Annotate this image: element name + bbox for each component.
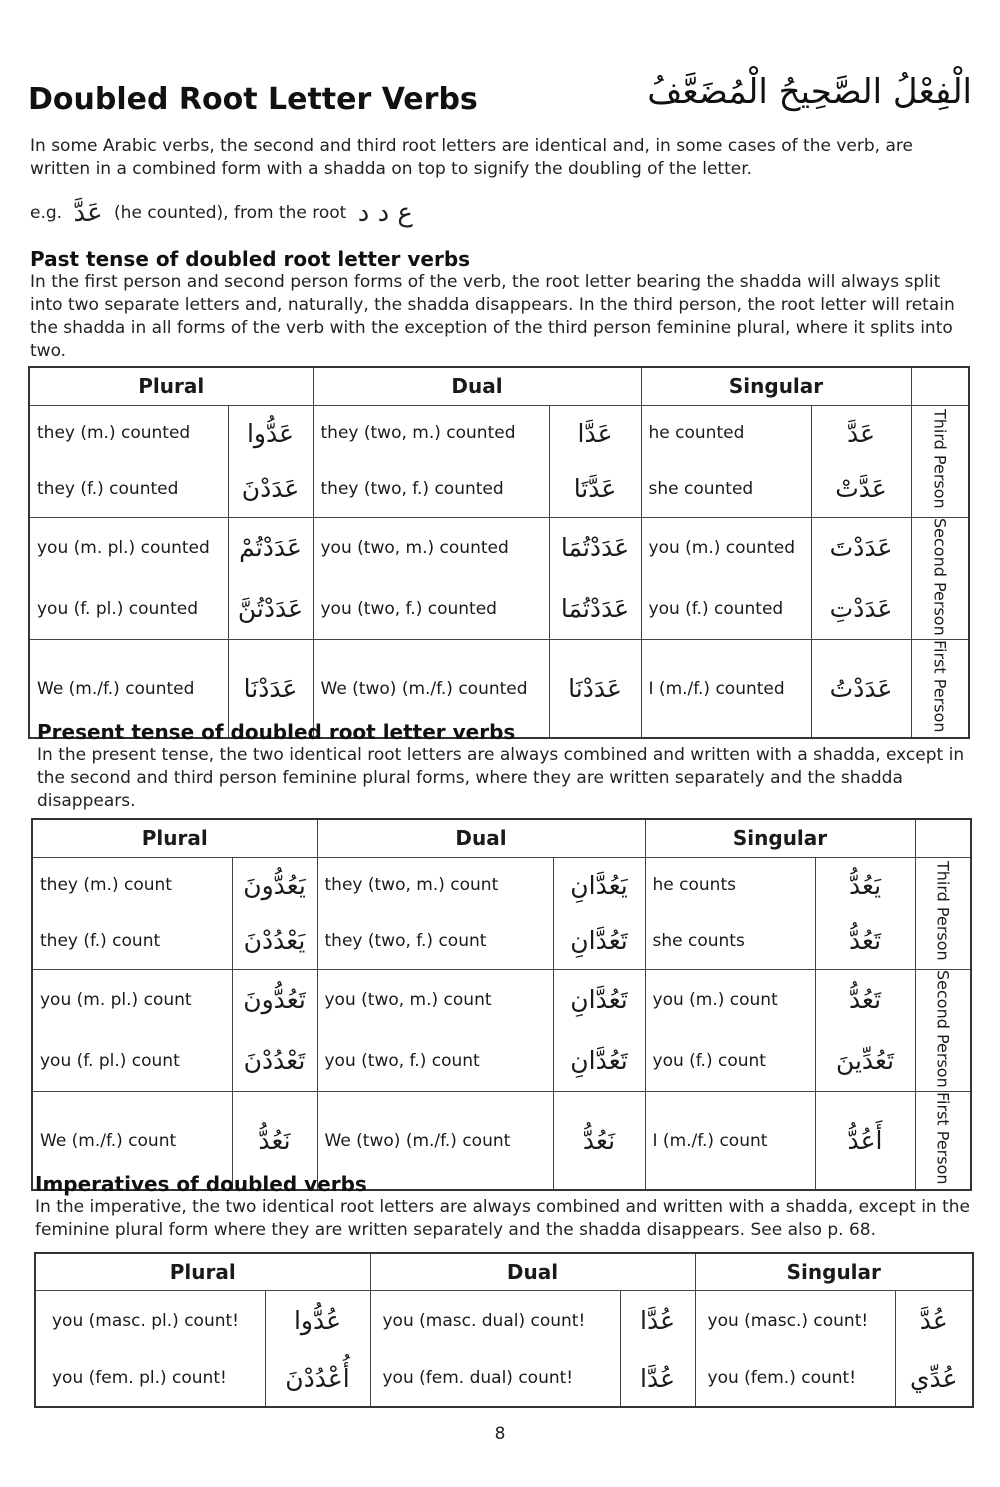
past-r2-pl-en: they (f.) counted (29, 461, 228, 517)
imperative-r2-du-en: you (fem. dual) count! (370, 1351, 620, 1407)
present-r4-du-ar: تَعُدَّانِ (553, 1030, 645, 1091)
imperative-r1-pl-en: you (masc. pl.) count! (35, 1291, 265, 1351)
past-r3-du-ar: عَدَدْتُمَا (549, 517, 641, 578)
present-r4-sg-en: you (f.) count (645, 1030, 815, 1091)
present-r2-sg-ar: تَعُدُّ (815, 913, 915, 969)
title-row (28, 72, 972, 126)
past-paragraph: In the first person and second person forms of the verb, the root letter bearing the shadda will always split into two separate letters and, naturally, the shadda disappears. In the third person, the root letter will retain the shadda in all forms of the verb with the exception of the third person feminine plural, where it splits into two. (30, 272, 955, 361)
past-r5-pl-ar: عَدَدْنَا (228, 640, 313, 738)
present-paragraph: In the present tense, the two identical root letters are always combined and written with a shadda, except in the second and third person feminine plural forms, where they are written separately and the shadda disappears. (37, 745, 965, 811)
page-number: 8 (494, 1424, 506, 1444)
past-r3-pl-ar: عَدَدْتُمْ (228, 517, 313, 578)
imperative-header-plural: Plural (35, 1253, 370, 1291)
present-r5-sg-en: I (m./f.) count (645, 1092, 815, 1190)
present-r4-pl-en: you (f. pl.) count (32, 1030, 232, 1091)
present-r5-pl-en: We (m./f.) count (32, 1092, 232, 1190)
past-r4-du-ar: عَدَدْتُمَا (549, 578, 641, 639)
past-r5-pl-en: We (m./f.) counted (29, 640, 228, 738)
page-title: Doubled Root Letter Verbs (28, 82, 478, 117)
imperative-table (34, 1252, 974, 1408)
present-r3-du-en: you (two, m.) count (317, 969, 553, 1030)
past-r2-pl-ar: عَدَدْنَ (228, 461, 313, 517)
present-r5-du-ar: نَعُدُّ (553, 1092, 645, 1190)
imperative-r2-pl-ar: أُعْدُدْنَ (265, 1351, 370, 1407)
present-person-first: First Person (915, 1092, 971, 1190)
present-r5-du-en: We (two) (m./f.) count (317, 1092, 553, 1190)
present-r2-pl-en: they (f.) count (32, 913, 232, 969)
past-r1-pl-ar: عَدُّوا (228, 405, 313, 461)
present-r4-pl-ar: تَعْدُدْنَ (232, 1030, 317, 1091)
imperative-r1-du-ar: عُدَّا (620, 1291, 695, 1351)
imperative-r1-sg-ar: عُدَّ (895, 1291, 973, 1351)
present-r1-sg-en: he counts (645, 857, 815, 913)
present-r3-du-ar: تَعُدَّانِ (553, 969, 645, 1030)
present-person-second: Second Person (915, 969, 971, 1092)
past-r1-sg-en: he counted (641, 405, 811, 461)
imperative-r2-sg-ar: عُدِّي (895, 1351, 973, 1407)
present-r1-pl-ar: يَعُدُّونَ (232, 857, 317, 913)
table-row (35, 1291, 973, 1351)
present-r4-sg-ar: تَعُدِّينَ (815, 1030, 915, 1091)
imperative-r1-pl-ar: عُدُّوا (265, 1291, 370, 1351)
past-person-second: Second Person (911, 517, 969, 640)
table-row (35, 1351, 973, 1407)
present-header-person (915, 819, 971, 857)
page-title-arabic: الْفِعْلُ الصَّحِيحُ الْمُضَعَّفُ (647, 72, 972, 112)
past-r2-sg-en: she counted (641, 461, 811, 517)
past-r4-du-en: you (two, f.) counted (313, 578, 549, 639)
past-header-plural: Plural (29, 367, 313, 405)
example-root: ع د د (357, 198, 413, 228)
imperative-paragraph: In the imperative, the two identical root letters are always combined and written with a shadda, except in the feminine plural form where they are written separately and the shadda disappears. See also p. 68. (35, 1197, 970, 1240)
past-r4-pl-ar: عَدَدْتُنَّ (228, 578, 313, 639)
past-table (28, 366, 970, 739)
table-row (32, 857, 971, 913)
present-header-dual: Dual (317, 819, 645, 857)
present-person-third: Third Person (915, 857, 971, 969)
past-r4-sg-en: you (f.) counted (641, 578, 811, 639)
table-row (29, 517, 969, 578)
present-header-plural: Plural (32, 819, 317, 857)
present-r1-du-en: they (two, m.) count (317, 857, 553, 913)
table-row (29, 578, 969, 639)
example-line (30, 198, 419, 232)
table-row (32, 913, 971, 969)
past-heading: Past tense of doubled root letter verbs (30, 247, 471, 271)
present-r5-sg-ar: أَعُدُّ (815, 1092, 915, 1190)
present-r3-pl-en: you (m. pl.) count (32, 969, 232, 1030)
past-r2-sg-ar: عَدَّتْ (811, 461, 911, 517)
past-r3-sg-ar: عَدَدْتَ (811, 517, 911, 578)
present-r4-du-en: you (two, f.) count (317, 1030, 553, 1091)
present-r5-pl-ar: نَعُدُّ (232, 1092, 317, 1190)
past-r2-du-en: they (two, f.) counted (313, 461, 549, 517)
present-r3-pl-ar: تَعُدُّونَ (232, 969, 317, 1030)
past-r3-pl-en: you (m. pl.) counted (29, 517, 228, 578)
past-r5-sg-en: I (m./f.) counted (641, 640, 811, 738)
present-header-singular: Singular (645, 819, 915, 857)
example-verb: عَدَّ (73, 198, 103, 228)
past-person-third: Third Person (911, 405, 969, 517)
table-row (29, 461, 969, 517)
imperative-r2-du-ar: عُدَّا (620, 1351, 695, 1407)
imperative-heading: Imperatives of doubled verbs (35, 1172, 367, 1196)
past-r5-du-en: We (two) (m./f.) counted (313, 640, 549, 738)
present-r1-pl-en: they (m.) count (32, 857, 232, 913)
example-prefix: e.g. (30, 203, 63, 223)
table-row (32, 969, 971, 1030)
past-r1-pl-en: they (m.) counted (29, 405, 228, 461)
imperative-header-singular: Singular (695, 1253, 973, 1291)
present-r3-sg-ar: تَعُدُّ (815, 969, 915, 1030)
example-middle: (he counted), from the root (114, 203, 347, 223)
past-r3-du-en: you (two, m.) counted (313, 517, 549, 578)
past-r4-pl-en: you (f. pl.) counted (29, 578, 228, 639)
imperative-r1-du-en: you (masc. dual) count! (370, 1291, 620, 1351)
past-person-first: First Person (911, 640, 969, 738)
past-r4-sg-ar: عَدَدْتِ (811, 578, 911, 639)
past-r1-du-ar: عَدَّا (549, 405, 641, 461)
past-r5-sg-ar: عَدَدْتُ (811, 640, 911, 738)
intro-paragraph: In some Arabic verbs, the second and third root letters are identical and, in some cases of the verb, are written in a combined form with a shadda on top to signify the doubling of the letter. (30, 136, 913, 179)
past-header-person (911, 367, 969, 405)
past-r1-sg-ar: عَدَّ (811, 405, 911, 461)
imperative-header-dual: Dual (370, 1253, 695, 1291)
present-heading: Present tense of doubled root letter verbs (37, 720, 516, 744)
imperative-r2-sg-en: you (fem.) count! (695, 1351, 895, 1407)
present-r2-sg-en: she counts (645, 913, 815, 969)
table-row (32, 1030, 971, 1091)
present-table (31, 818, 972, 1191)
present-r2-du-en: they (two, f.) count (317, 913, 553, 969)
past-header-singular: Singular (641, 367, 911, 405)
past-r2-du-ar: عَدَّتَا (549, 461, 641, 517)
present-r2-du-ar: تَعُدَّانِ (553, 913, 645, 969)
imperative-r2-pl-en: you (fem. pl.) count! (35, 1351, 265, 1407)
imperative-r1-sg-en: you (masc.) count! (695, 1291, 895, 1351)
present-r1-sg-ar: يَعُدُّ (815, 857, 915, 913)
table-row (29, 405, 969, 461)
past-r5-du-ar: عَدَدْنَا (549, 640, 641, 738)
past-header-dual: Dual (313, 367, 641, 405)
past-r3-sg-en: you (m.) counted (641, 517, 811, 578)
past-r1-du-en: they (two, m.) counted (313, 405, 549, 461)
present-r2-pl-ar: يَعْدُدْنَ (232, 913, 317, 969)
present-r1-du-ar: يَعُدَّانِ (553, 857, 645, 913)
present-r3-sg-en: you (m.) count (645, 969, 815, 1030)
